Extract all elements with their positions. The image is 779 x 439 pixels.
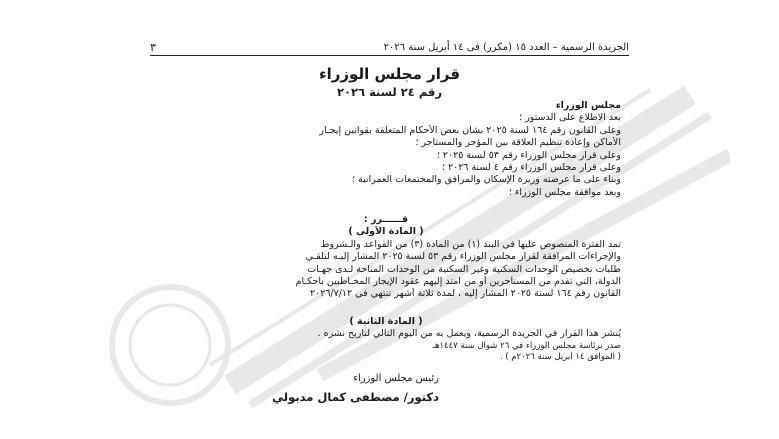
preamble-line: وعلى قرار مجلس الوزراء رقم ٤ لسنة ٢٠٢٦ ؛ [441, 162, 621, 174]
signatory-name: دكتور/ مصطفى كمال مدبولي [272, 390, 439, 404]
article-2-heading: ( المادة الثانية ) [349, 316, 423, 327]
article-1 [151, 214, 621, 301]
decree-title: قرار مجلس الوزراء [318, 65, 461, 83]
article-1-line: طلبات تخصيص الوحدات السكنية وغير السكنية من الوحدات المتاحة لـدى جهـات [307, 263, 621, 275]
preamble [151, 100, 621, 199]
preamble-line: وبعد موافقة مجلس الوزراء ؛ [508, 186, 621, 198]
preamble-line: وعلى القانون رقم ١٦٤ لسنة ٢٠٢٥ بشأن بعض الأحكام المتعلقة بقوانين إيجـار [319, 124, 621, 136]
issuer-heading: مجلس الوزراء [555, 100, 621, 111]
article-1-line: تمد الفترة المنصوص عليها في البند (١) من المادة (٣) من القواعد والـشروط [320, 238, 621, 250]
preamble-line: وبناء على ما عرضته وزيرة الإسكان والمرافق والمجتمعات العمرانية ؛ [351, 174, 621, 186]
running-header [150, 40, 629, 54]
article-1-heading: ( المادة الأولى ) [348, 226, 424, 238]
article-1-line: القانون رقم ١٦٤ لسنة ٢٠٢٥ المشار إليه ، لمدة ثلاثة أشهر تنتهي في ٢٠٢٦/٧/١٢ [310, 288, 621, 300]
article-1-line: والإجراءات المرافقة لقرار مجلس الوزراء رقم ٥٣ لسنة ٢٠٢٥ المشار إليـه لتلقـي [305, 251, 621, 263]
decree-number: رقم ٢٤ لسنة ٢٠٢٦ [336, 85, 442, 99]
preamble-line: الأماكن وإعادة تنظيم العلاقة بين المؤجر والمستأجر ؛ [415, 137, 621, 149]
running-header-title: الجريدة الرسمية – العدد ١٥ (مكرر) فى ١٤ أبريل سنة ٢٠٢٦ [383, 41, 629, 53]
preamble-line: وعلى قرار مجلس الوزراء رقم ٥٣ لسنة ٢٠٢٥ ؛ [436, 149, 621, 161]
signatory-role: رئيس مجلس الوزراء [353, 373, 439, 384]
article-1-line: الدولة، التي تقدم من المستأجرين أو من امتد إليهم عقود الإيجار المخـاطبين بأحكـام [295, 276, 621, 288]
decided-heading: قــــــرر : [363, 214, 409, 225]
article-2 [151, 316, 621, 363]
header-divider [150, 55, 629, 56]
preamble-line: بعد الاطلاع على الدستور ؛ [519, 112, 621, 124]
article-2-line: يُنشر هذا القرار في الجريدة الرسمية، ويعمل به من اليوم التالي لتاريخ نشره . [317, 328, 621, 340]
issued-line: صدر برئاسة مجلس الوزراء في ٢٦ شوال سنة ١٤٤٧هـ [432, 340, 621, 351]
page-number: ٣ [150, 40, 156, 54]
issued-date-line: ( الموافق ١٤ أبريل سنة ٢٠٢٦م ) . [499, 351, 621, 362]
